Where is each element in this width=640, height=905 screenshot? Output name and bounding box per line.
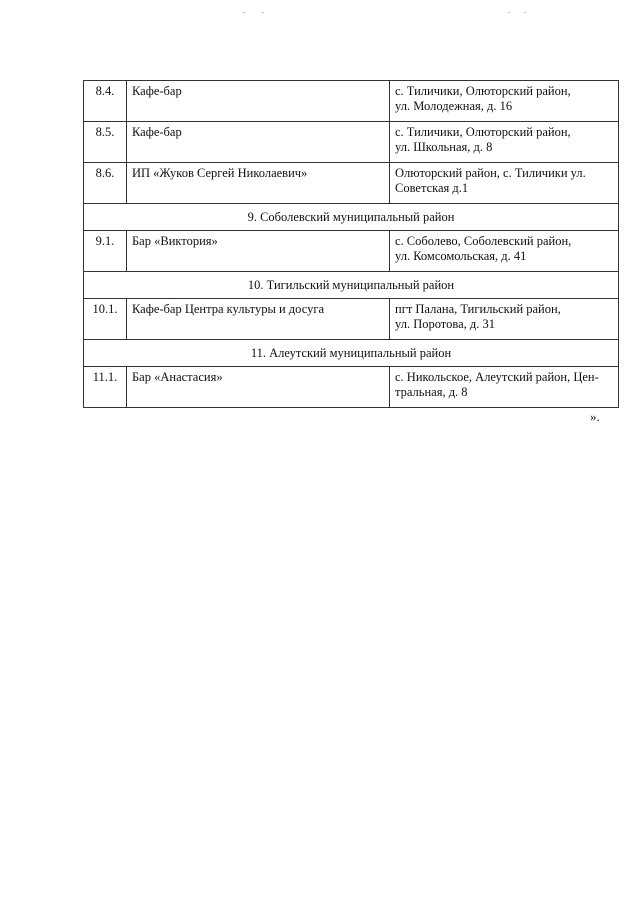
establishment-name: Бар «Виктория» xyxy=(127,231,390,272)
row-number: 8.5. xyxy=(84,122,127,163)
establishment-name: Кафе-бар xyxy=(127,81,390,122)
section-title: 11. Алеутский муниципальный район xyxy=(84,340,619,367)
establishment-address: с. Тиличики, Олюторский район, ул. Школьная, д. 8 xyxy=(390,122,619,163)
section-row xyxy=(84,272,619,299)
row-number: 8.6. xyxy=(84,163,127,204)
row-number: 10.1. xyxy=(84,299,127,340)
scan-artifact xyxy=(262,12,264,13)
scan-artifact xyxy=(243,12,245,13)
establishment-address: с. Тиличики, Олюторский район, ул. Молодежная, д. 16 xyxy=(390,81,619,122)
establishment-address: с. Никольское, Алеутский район, Цен- тральная, д. 8 xyxy=(390,367,619,408)
table-row xyxy=(84,231,619,272)
establishment-address: Олюторский район, с. Тиличики ул. Советская д.1 xyxy=(390,163,619,204)
table-row xyxy=(84,299,619,340)
closing-quote-mark: ». xyxy=(590,409,600,424)
establishments-table xyxy=(83,80,619,408)
establishment-name: Кафе-бар Центра культуры и досуга xyxy=(127,299,390,340)
row-number: 8.4. xyxy=(84,81,127,122)
establishment-name: ИП «Жуков Сергей Николаевич» xyxy=(127,163,390,204)
establishment-address: пгт Палана, Тигильский район, ул. Поротова, д. 31 xyxy=(390,299,619,340)
scan-artifact xyxy=(524,12,526,13)
table-row xyxy=(84,367,619,408)
section-row xyxy=(84,204,619,231)
establishment-name: Кафе-бар xyxy=(127,122,390,163)
scan-artifact xyxy=(508,12,510,13)
section-title: 9. Соболевский муниципальный район xyxy=(84,204,619,231)
table-row xyxy=(84,163,619,204)
establishment-address: с. Соболево, Соболевский район, ул. Комсомольская, д. 41 xyxy=(390,231,619,272)
table-row xyxy=(84,122,619,163)
section-row xyxy=(84,340,619,367)
section-title: 10. Тигильский муниципальный район xyxy=(84,272,619,299)
row-number: 9.1. xyxy=(84,231,127,272)
row-number: 11.1. xyxy=(84,367,127,408)
table-row xyxy=(84,81,619,122)
establishment-name: Бар «Анастасия» xyxy=(127,367,390,408)
